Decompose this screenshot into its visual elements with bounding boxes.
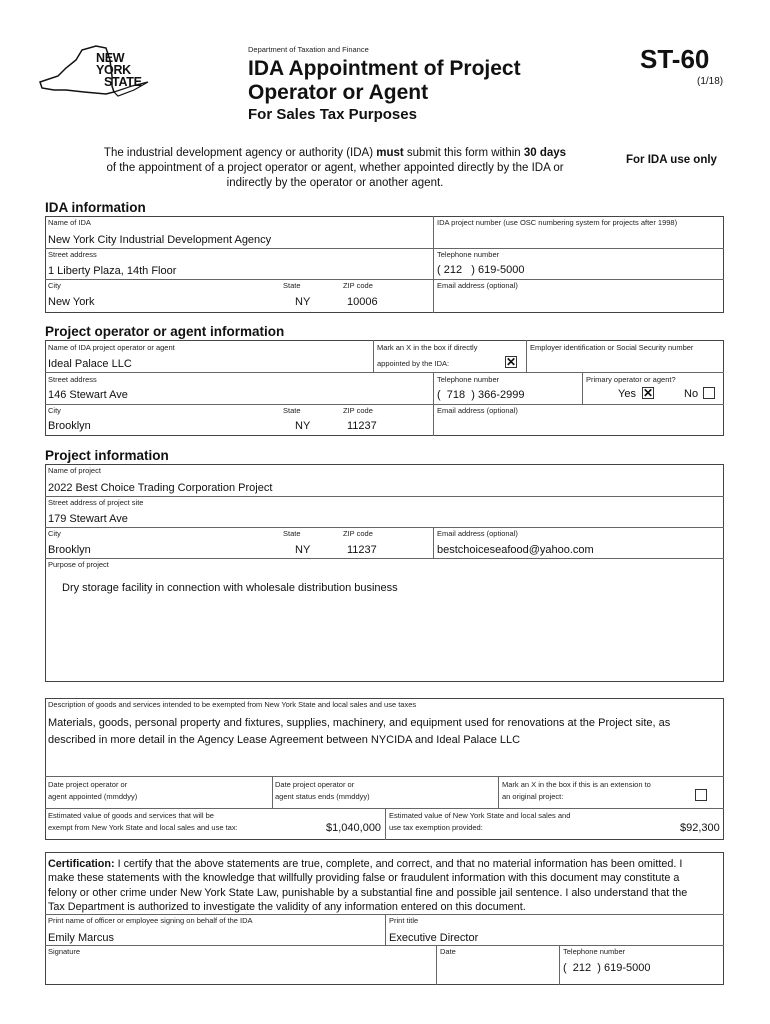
- officer-name-label: Print name of officer or employee signing on behalf of the IDA: [48, 916, 253, 925]
- form-title: [248, 57, 521, 105]
- goods-description-label: Description of goods and services intended to be exempted from New York State and local sales and use taxes: [48, 700, 417, 709]
- logo-line-york: YORK: [96, 63, 131, 77]
- ida-project-number-label: IDA project number (use OSC numbering system for projects after 1998): [437, 218, 678, 227]
- primary-yes-checkbox[interactable]: ✕: [643, 386, 654, 400]
- est-value-label-2: exempt from New York State and local sales and use tax:: [48, 823, 238, 832]
- primary-operator-label: Primary operator or agent?: [586, 375, 676, 384]
- officer-name-field[interactable]: Emily Marcus: [48, 932, 115, 944]
- goods-description-line2[interactable]: described in more detail in the Agency Lease Agreement between NYCIDA and Ideal Palace LLC: [48, 734, 521, 746]
- project-section-heading: Project information: [45, 448, 169, 463]
- ida-city-field[interactable]: New York: [48, 296, 95, 308]
- operator-city-label: City: [48, 406, 61, 415]
- form-title-line2: Operator or Agent: [248, 81, 429, 104]
- operator-section-heading: Project operator or agent information: [45, 324, 285, 339]
- project-zip-label: ZIP code: [343, 529, 373, 538]
- signature-field[interactable]: [48, 958, 432, 982]
- ida-phone-field[interactable]: ( 212 ) 619-5000: [437, 264, 525, 276]
- ida-state-field[interactable]: NY: [295, 296, 311, 308]
- operator-name-label: Name of IDA project operator or agent: [48, 343, 175, 352]
- date-ends-label-1: Date project operator or: [275, 780, 355, 789]
- ein-field[interactable]: [530, 355, 720, 370]
- date-field[interactable]: [440, 958, 555, 982]
- project-zip-field[interactable]: 11237: [347, 544, 377, 556]
- operator-zip-field[interactable]: 11237: [347, 420, 377, 432]
- est-value-field[interactable]: $1,040,000: [326, 822, 382, 834]
- operator-phone-field[interactable]: ( 718 ) 366-2999: [437, 389, 525, 401]
- print-title-field[interactable]: Executive Director: [389, 932, 479, 944]
- cert-phone-label: Telephone number: [563, 947, 626, 956]
- extension-label-1: Mark an X in the box if this is an extension to: [502, 780, 651, 789]
- operator-state-label: State: [283, 406, 301, 415]
- est-tax-field[interactable]: $92,300: [680, 822, 720, 834]
- department-name: Department of Taxation and Finance: [248, 45, 369, 54]
- direct-appointment-label-2: appointed by the IDA:: [377, 359, 450, 368]
- print-title-label: Print title: [389, 916, 419, 925]
- date-label: Date: [440, 947, 456, 956]
- ida-zip-field[interactable]: 10006: [347, 296, 378, 308]
- ida-zip-label: ZIP code: [343, 281, 373, 290]
- direct-appointment-label-1: Mark an X in the box if directly: [377, 343, 478, 352]
- form-revision: (1/18): [697, 76, 724, 87]
- operator-street-field[interactable]: 146 Stewart Ave: [48, 389, 128, 401]
- ida-email-field[interactable]: [437, 293, 719, 309]
- est-value-label-1: Estimated value of goods and services that will be: [48, 811, 214, 820]
- logo-line-state: STATE: [104, 75, 142, 89]
- primary-yes-label: Yes: [618, 388, 636, 400]
- ida-section-heading: IDA information: [45, 200, 146, 215]
- ida-email-label: Email address (optional): [437, 281, 518, 290]
- intro-line1: [40, 146, 630, 161]
- project-city-label: City: [48, 529, 61, 538]
- direct-appointment-checkbox[interactable]: ✕: [506, 355, 517, 369]
- intro-text: [40, 146, 630, 191]
- project-street-field[interactable]: 179 Stewart Ave: [48, 513, 128, 525]
- date-appointed-label-1: Date project operator or: [48, 780, 128, 789]
- project-state-label: State: [283, 529, 301, 538]
- operator-zip-label: ZIP code: [343, 406, 373, 415]
- project-name-label: Name of project: [48, 466, 101, 475]
- cert-line1: [48, 857, 687, 871]
- intro-must: must: [376, 147, 404, 159]
- form-number: ST-60: [640, 44, 710, 74]
- intro-line2: of the appointment of a project operator or agent, whether appointed directly by the IDA or: [106, 162, 564, 174]
- intro-line3: indirectly by the operator or another agent.: [226, 177, 444, 189]
- extension-checkbox[interactable]: [695, 789, 707, 801]
- operator-city-field[interactable]: Brooklyn: [48, 420, 91, 432]
- project-purpose-field[interactable]: Dry storage facility in connection with wholesale distribution business: [62, 582, 398, 594]
- operator-street-label: Street address: [48, 375, 97, 384]
- project-purpose-label: Purpose of project: [48, 560, 109, 569]
- ida-city-label: City: [48, 281, 61, 290]
- ida-name-label: Name of IDA: [48, 218, 91, 227]
- form-subtitle: For Sales Tax Purposes: [248, 106, 417, 123]
- logo-line-new: NEW: [96, 51, 125, 65]
- operator-phone-label: Telephone number: [437, 375, 500, 384]
- operator-name-field[interactable]: Ideal Palace LLC: [48, 358, 132, 370]
- primary-no-checkbox[interactable]: [703, 387, 715, 399]
- operator-email-label: Email address (optional): [437, 406, 518, 415]
- cert-heading: Certification:: [48, 858, 115, 870]
- cert-line3: felony or other crime under New York State Law, punishable by a substantial fine and possible jail sentence. I also understand that the: [48, 886, 688, 899]
- intro-days: 30 days: [523, 147, 567, 159]
- ida-name-field[interactable]: New York City Industrial Development Agency: [48, 234, 272, 246]
- cert-line4: Tax Department is authorized to investigate the validity of any information entered on this document.: [48, 900, 526, 913]
- project-street-label: Street address of project site: [48, 498, 144, 507]
- certification-text: [48, 857, 687, 914]
- extension-label-2: an original project:: [502, 792, 564, 801]
- project-state-field[interactable]: NY: [295, 544, 311, 556]
- logo-text: [90, 52, 142, 88]
- date-appointed-label-2: agent appointed (mmddyy): [48, 792, 138, 801]
- cert-line2: make these statements with the knowledge that willfully providing false or fraudulent information with this document may constitute a: [48, 872, 680, 885]
- ida-state-label: State: [283, 281, 301, 290]
- ida-use-only: For IDA use only: [626, 154, 717, 166]
- project-email-label: Email address (optional): [437, 529, 518, 538]
- operator-state-field[interactable]: NY: [295, 420, 311, 432]
- signature-label: Signature: [48, 947, 81, 956]
- form-title-line1: IDA Appointment of Project: [248, 57, 521, 80]
- est-tax-label-2: use tax exemption provided:: [389, 823, 483, 832]
- intro-part-a: The industrial development agency or authority (IDA): [103, 147, 377, 159]
- project-city-field[interactable]: Brooklyn: [48, 544, 91, 556]
- est-tax-label-1: Estimated value of New York State and local sales and: [389, 811, 571, 820]
- cert-phone-field[interactable]: ( 212 ) 619-5000: [563, 962, 651, 974]
- operator-email-field[interactable]: [437, 418, 719, 433]
- primary-no-label: No: [684, 388, 699, 400]
- intro-part-b: submit this form within: [403, 147, 524, 159]
- ida-street-field[interactable]: 1 Liberty Plaza, 14th Floor: [48, 265, 177, 277]
- ida-street-label: Street address: [48, 250, 97, 259]
- ida-phone-label: Telephone number: [437, 250, 500, 259]
- ein-label: Employer identification or Social Security number: [530, 343, 694, 352]
- project-name-field[interactable]: 2022 Best Choice Trading Corporation Project: [48, 482, 273, 494]
- date-ends-label-2: agent status ends (mmddyy): [275, 792, 370, 801]
- ida-project-number-field[interactable]: [437, 230, 719, 246]
- goods-description-line1[interactable]: Materials, goods, personal property and fixtures, supplies, machinery, and equipment used for renovations at the Project site, as: [48, 717, 671, 729]
- project-email-field[interactable]: bestchoiceseafood@yahoo.com: [437, 544, 594, 556]
- cert-line1-text: I certify that the above statements are true, complete, and correct, and that no material information has been omitted. I: [114, 858, 683, 870]
